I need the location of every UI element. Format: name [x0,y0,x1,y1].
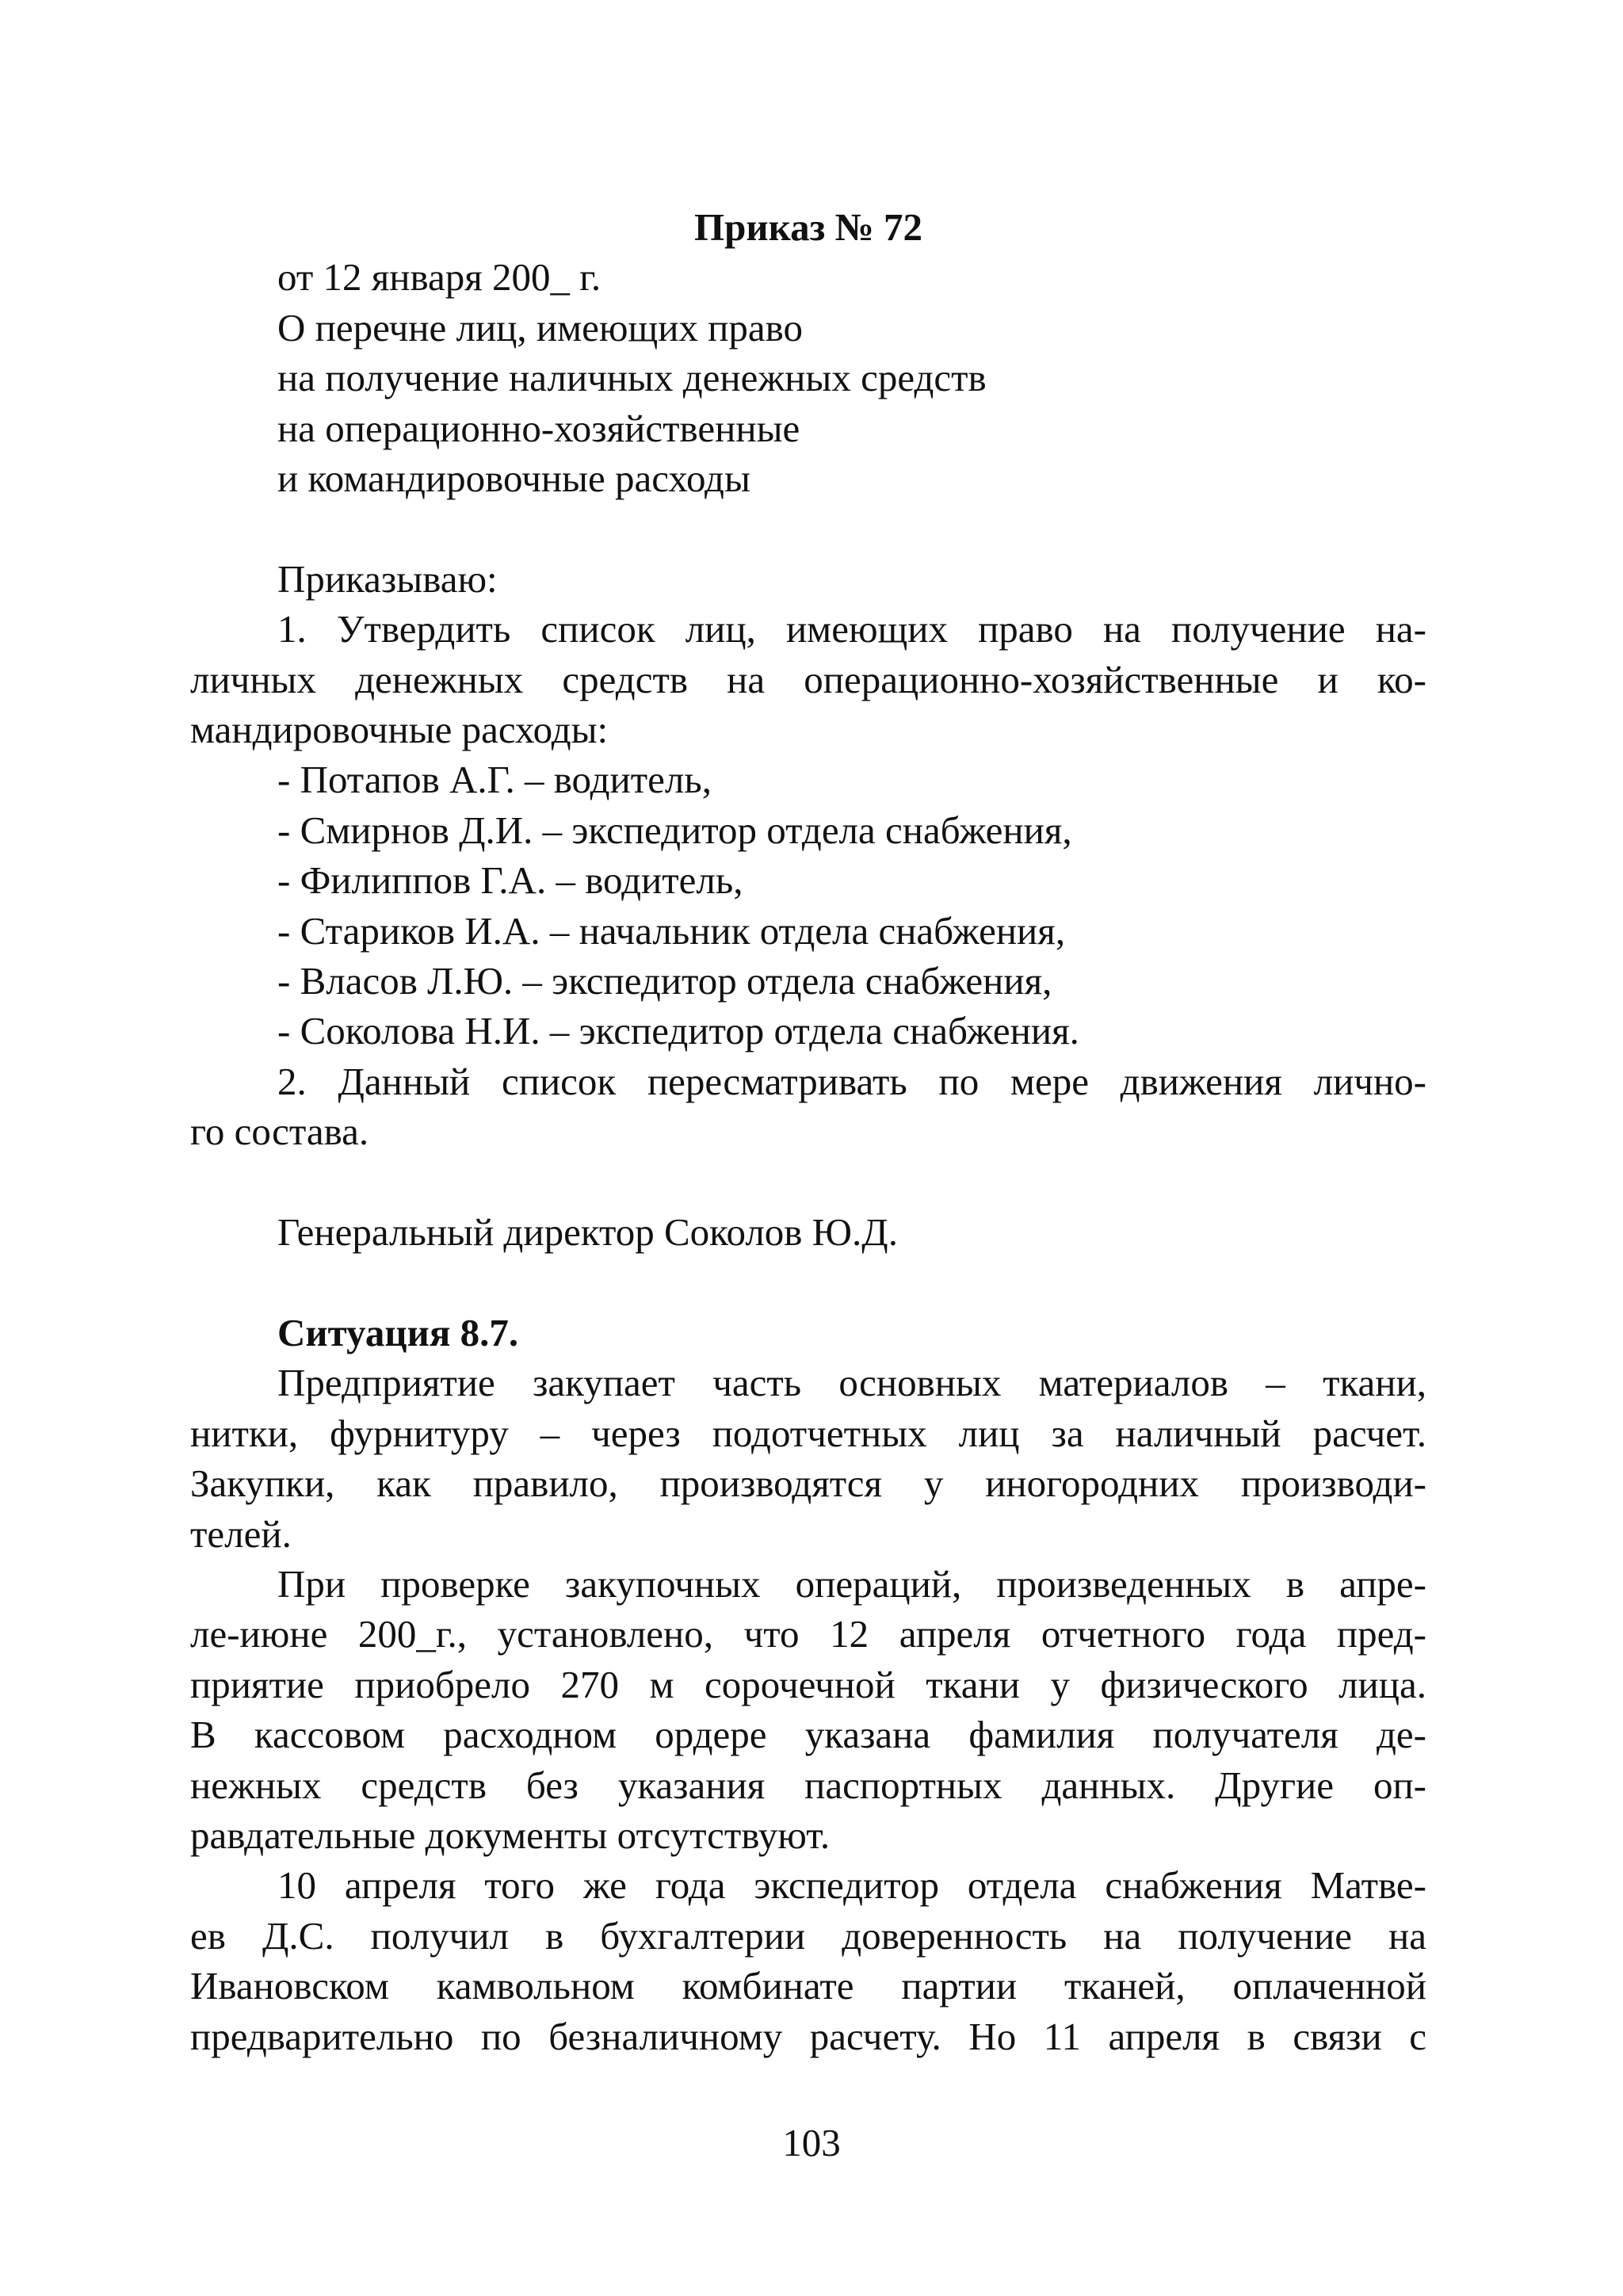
page-number: 103 [782,2121,841,2164]
person-list-item: - Смирнов Д.И. – экспедитор отдела снабжения, [277,808,1072,852]
order-signature: Генеральный директор Соколов Ю.Д. [277,1210,898,1255]
order-subject-line: О перечне лиц, имеющих право [277,305,803,350]
situation-para3-line: 10 апреля того же года экспедитор отдела снабжения Матве- [277,1863,1426,1908]
situation-para1-line: Предприятие закупает часть основных материалов – ткани, [277,1361,1426,1405]
situation-para3-line: Ивановском камвольном комбинате партии тканей, оплаченной [190,1964,1426,2008]
situation-para2-line: равдательные документы отсутствуют. [190,1813,831,1857]
situation-para2-line: ле-июне 200_г., установлено, что 12 апреля отчетного года пред- [190,1612,1426,1656]
spacer [190,1258,1426,1308]
situation-para1-line: Закупки, как правило, производятся у иногородних производи- [190,1461,1426,1506]
situation-para3-line: предварительно по безналичному расчету. Но 11 апреля в связи с [190,2014,1426,2058]
person-list-item: - Потапов А.Г. – водитель, [277,758,712,802]
situation-heading: Ситуация 8.7. [277,1310,519,1354]
person-list-item: - Власов Л.Ю. – экспедитор отдела снабжения, [277,959,1052,1003]
spacer [190,503,1426,553]
person-list-item: - Стариков И.А. – начальник отдела снабжения, [277,908,1066,953]
situation-para2-line: При проверке закупочных операций, произведенных в апре- [277,1561,1426,1606]
situation-para2-line: приятие приобрело 270 м сорочечной ткани у физического лица. [190,1662,1426,1706]
order-subject-line: на получение наличных денежных средств [277,356,987,400]
order-date: от 12 января 200_ г. [277,255,601,300]
order-command: Приказываю: [277,556,498,601]
situation-para2-line: нежных средств без указания паспортных данных. Другие оп- [190,1763,1426,1807]
situation-para1-line: нитки, фурнитуру – через подотчетных лиц за наличный расчет. [190,1411,1426,1455]
situation-para2-line: В кассовом расходном ордере указана фамилия получателя де- [190,1713,1426,1757]
person-list-item: - Филиппов Г.А. – водитель, [277,858,743,903]
order-item1-line: 1. Утвердить список лиц, имеющих право на получение на- [277,607,1426,651]
order-item1-line: мандировочные расходы: [190,708,609,752]
situation-para1-line: телей. [190,1511,292,1556]
order-title: Приказ № 72 [693,205,923,249]
spacer [190,1157,1426,1207]
order-item2-line: 2. Данный список пересматривать по мере движения лично- [277,1059,1426,1103]
person-list-item: - Соколова Н.И. – экспедитор отдела снабжения. [277,1009,1079,1053]
order-item1-line: личных денежных средств на операционно-хозяйственные и ко- [190,657,1426,701]
order-subject-line: на операционно-хозяйственные [277,406,800,450]
order-subject-line: и командировочные расходы [277,457,750,501]
page-text [190,202,1426,2061]
situation-para3-line: ев Д.С. получил в бухгалтерии доверенность на получение на [190,1913,1426,1958]
order-item2-line: го состава. [190,1110,369,1154]
